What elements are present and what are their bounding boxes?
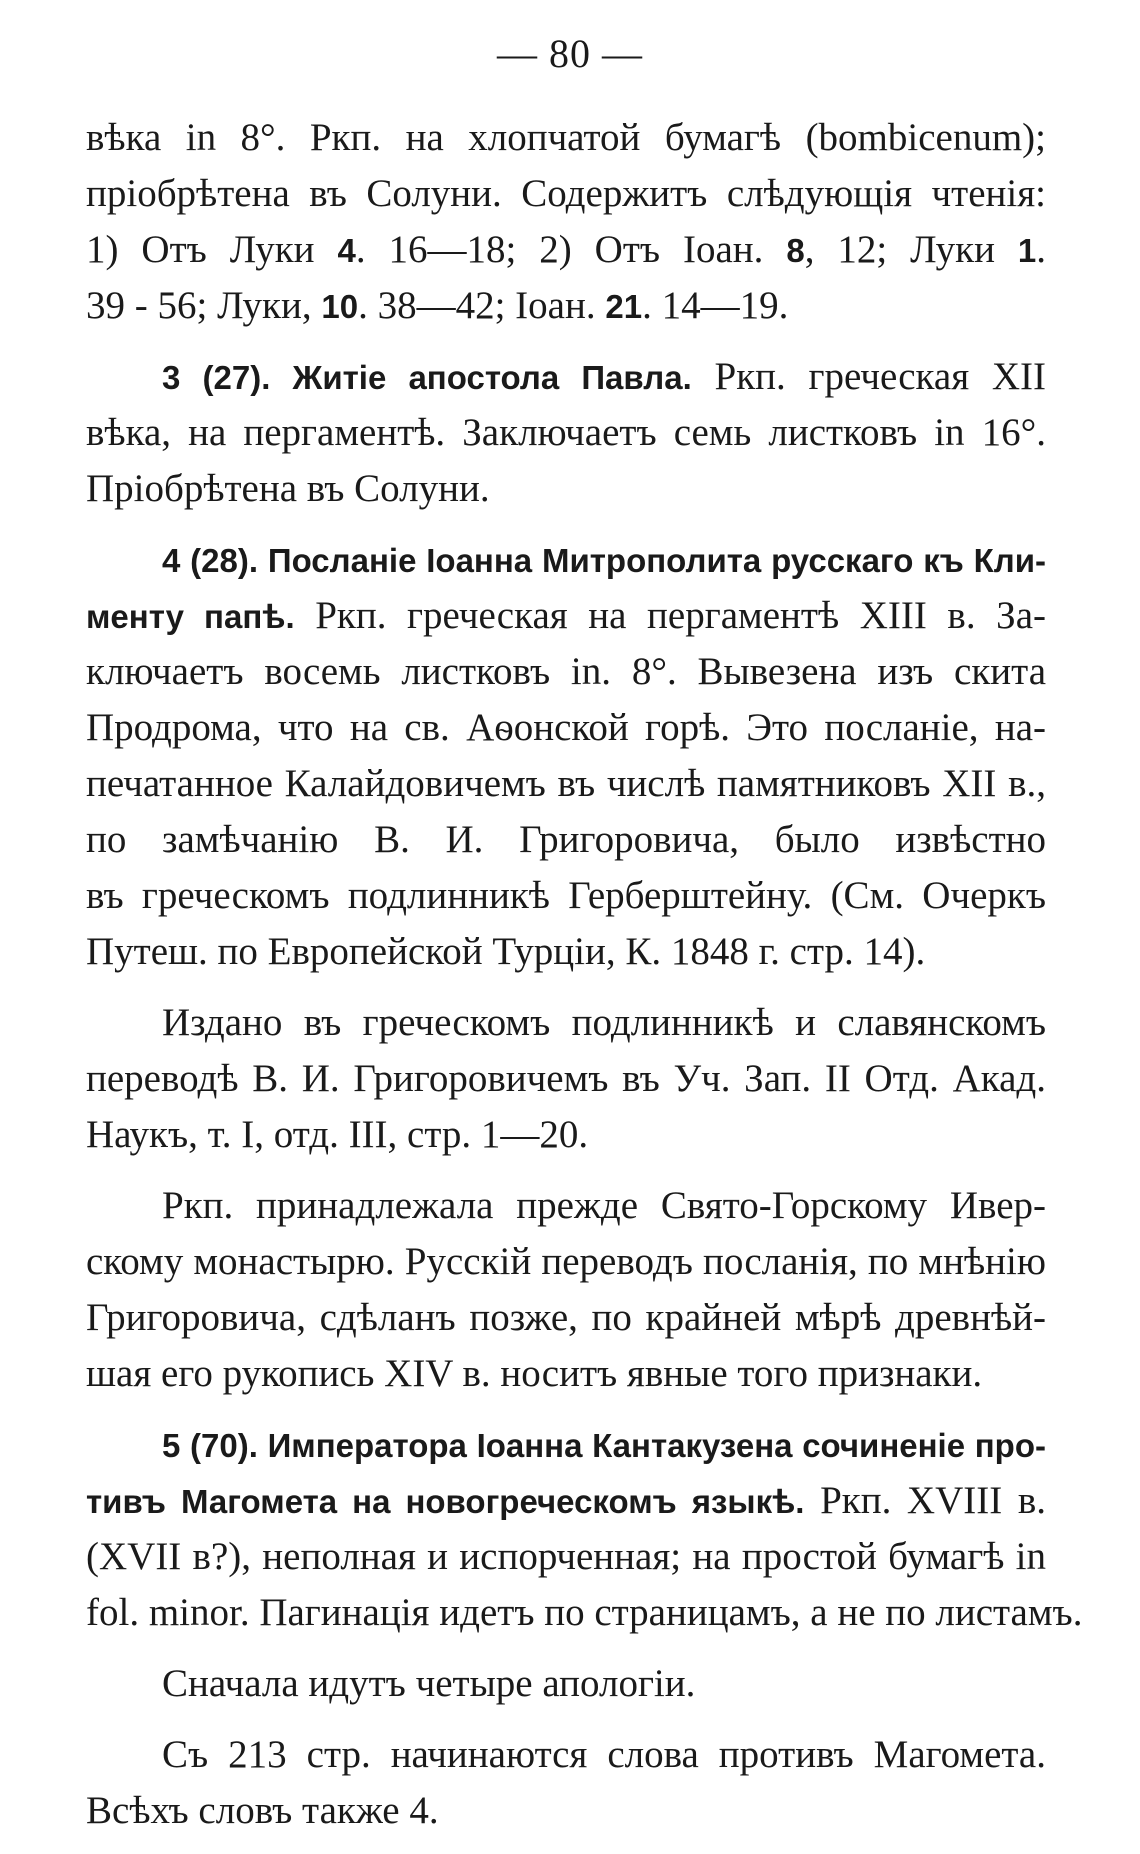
text-segment: переводѣ В. И. Григоровичемъ въ Уч. Зап. II Отд. Акад.: [86, 1057, 1046, 1100]
text-segment: Ркп. греческая на пергаментѣ XIII в. За-: [294, 594, 1047, 637]
text-line: [86, 166, 1046, 222]
text-line: [86, 588, 1046, 644]
bold-heading: 8: [786, 232, 805, 269]
bold-heading: тивъ Магомета на новогреческомъ языкѣ.: [86, 1483, 805, 1520]
text-segment: Съ 213 стр. начинаются слова противъ Магомета.: [162, 1733, 1046, 1776]
paragraph: [86, 1417, 1083, 1641]
text-segment: скому монастырю. Русскій переводъ посланія, по мнѣнію: [86, 1240, 1046, 1283]
text-segment: . 14—19.: [642, 284, 789, 327]
text-line: [86, 461, 1046, 517]
text-segment: шая его рукопись XIV в. носитъ явные того признаки.: [86, 1352, 983, 1395]
text-segment: 1) Отъ Луки: [86, 228, 338, 271]
page-number: — 80 —: [497, 31, 643, 76]
bold-heading: 21: [605, 288, 643, 325]
text-line: [86, 1051, 1046, 1107]
text-segment: Продрома, что на св. Аѳонской горѣ. Это посланіе, на-: [86, 706, 1046, 749]
paragraph: [86, 1727, 1046, 1839]
text-line: [86, 349, 1046, 405]
text-line: [86, 924, 1046, 980]
text-segment: по замѣчанію В. И. Григоровича, было извѣстно: [86, 818, 1046, 861]
text-segment: Ркп. греческая XII: [691, 355, 1047, 398]
text-segment: fol. minor. Пагинація идетъ по страницамъ, а не по листамъ.: [86, 1591, 1083, 1634]
text-line: [86, 1178, 1046, 1234]
paragraph: [86, 995, 1046, 1163]
text-segment: Пріобрѣтена въ Солуни.: [86, 467, 490, 510]
text-segment: пріобрѣтена въ Солуни. Содержитъ слѣдующія чтенія:: [86, 172, 1046, 215]
text-segment: Издано въ греческомъ подлинникѣ и славянскомъ: [162, 1001, 1046, 1044]
paragraph: [86, 349, 1046, 517]
text-segment: вѣка in 8°. Ркп. на хлопчатой бумагѣ (bombicenum);: [86, 116, 1046, 159]
text-segment: (XVII в?), неполная и испорченная; на простой бумагѣ in: [86, 1535, 1046, 1578]
text-line: [86, 868, 1046, 924]
text-line: [86, 644, 1046, 700]
text-line: [86, 1727, 1046, 1783]
paragraph: [86, 1656, 1046, 1712]
text-line: [86, 1234, 1046, 1290]
text-segment: . 16—18; 2) Отъ Іоан.: [355, 228, 787, 271]
text-line: [86, 700, 1046, 756]
bold-heading: 4: [337, 232, 356, 269]
text-line: [86, 995, 1046, 1051]
text-segment: Ркп. XVIII в.: [804, 1479, 1047, 1522]
text-line: [86, 1417, 1046, 1473]
text-line: [86, 110, 1046, 166]
text-segment: , 12; Луки: [804, 228, 1018, 271]
text-line: [86, 756, 1046, 812]
text-line: [86, 405, 1046, 461]
text-line: [86, 1107, 1046, 1163]
text-line: [86, 1473, 1046, 1529]
text-line: [86, 1529, 1046, 1585]
paragraph: [86, 532, 1046, 980]
text-line: [86, 1346, 1046, 1402]
paragraph: [86, 1178, 1046, 1402]
text-line: [86, 1585, 1083, 1641]
text-segment: Ркп. принадлежала прежде Свято-Горскому Ивер-: [162, 1184, 1046, 1227]
text-line: [86, 1290, 1046, 1346]
page-text: [86, 110, 1083, 1854]
text-segment: . 38—42; Іоан.: [358, 284, 606, 327]
paragraph: [86, 110, 1046, 334]
text-segment: Григоровича, сдѣланъ позже, по крайней мѣрѣ древнѣй-: [86, 1296, 1046, 1339]
text-segment: Путеш. по Европейской Турціи, К. 1848 г. стр. 14).: [86, 930, 926, 973]
text-segment: 39 - 56; Луки,: [86, 284, 322, 327]
text-line: [86, 1656, 1046, 1712]
text-line: [86, 222, 1046, 278]
bold-heading: менту папѣ.: [86, 598, 295, 635]
bold-heading: 4 (28). Посланіе Іоанна Митрополита русскаго къ Кли-: [162, 542, 1046, 579]
text-line: [86, 278, 1046, 334]
text-line: [86, 532, 1046, 588]
bold-heading: 3 (27). Житіе апостола Павла.: [162, 359, 692, 396]
text-segment: Всѣхъ словъ также 4.: [86, 1789, 439, 1832]
text-segment: Сначала идутъ четыре апологіи.: [162, 1662, 696, 1705]
text-segment: Наукъ, т. I, отд. III, стр. 1—20.: [86, 1113, 589, 1156]
text-line: [86, 1783, 1046, 1839]
bold-heading: 5 (70). Императора Іоанна Кантакузена сочиненіе про-: [162, 1427, 1046, 1464]
text-segment: .: [1036, 228, 1046, 271]
text-segment: вѣка, на пергаментѣ. Заключаетъ семь листковъ in 16°.: [86, 411, 1046, 454]
bold-heading: 1: [1017, 232, 1037, 269]
text-segment: ключаетъ восемь листковъ in. 8°. Вывезена изъ скита: [86, 650, 1046, 693]
text-segment: въ греческомъ подлинникѣ Герберштейну. (См. Очеркъ: [86, 874, 1046, 917]
bold-heading: 10: [321, 288, 359, 325]
text-line: [86, 812, 1046, 868]
text-segment: печатанное Калайдовичемъ въ числѣ памятниковъ XII в.,: [86, 762, 1046, 805]
